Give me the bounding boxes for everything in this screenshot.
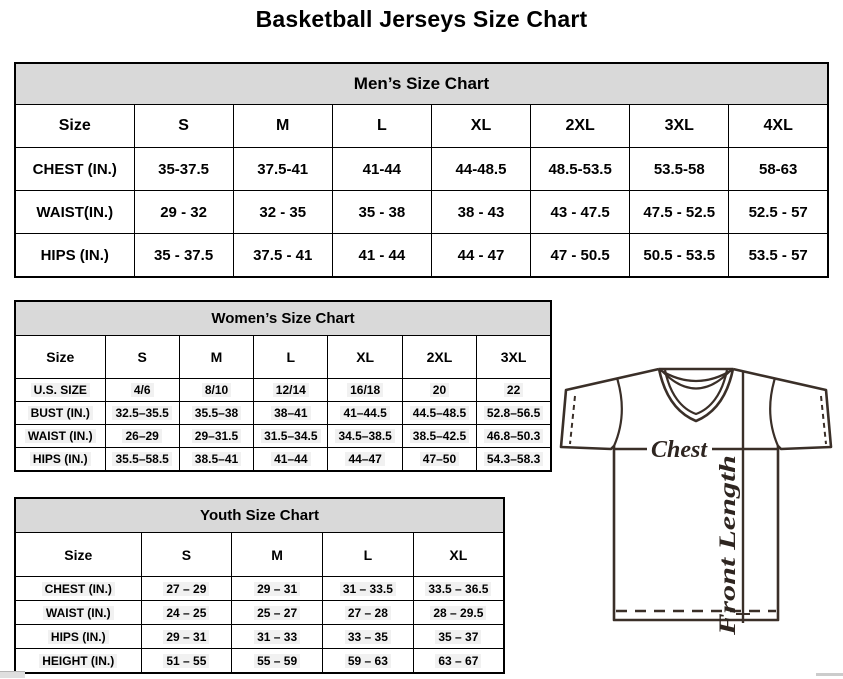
table-cell: 29 – 31 [141,625,232,649]
table-cell: 47.5 - 52.5 [630,191,729,234]
table-cell: 47–50 [402,448,476,472]
table-cell: 51 – 55 [141,649,232,674]
table-row [15,105,828,148]
table-cell: 58-63 [729,148,828,191]
row-label [15,448,105,472]
table-cell: 31 – 33.5 [323,577,414,601]
row-label [15,425,105,448]
table-cell: 22 [477,379,551,402]
table-cell: 35 – 37 [413,625,504,649]
table-cell: 20 [402,379,476,402]
column-header: XL [328,336,402,379]
table-row [15,234,828,278]
column-header-size: Size [15,105,134,148]
table-cell: 35 - 38 [332,191,431,234]
table-cell: 34.5–38.5 [328,425,402,448]
column-header: XL [413,533,504,577]
column-header: 3XL [630,105,729,148]
column-header: 2XL [402,336,476,379]
table-cell: 33 – 35 [323,625,414,649]
table-cell: 37.5 - 41 [233,234,332,278]
table-row [15,301,551,336]
table-cell: 31 – 33 [232,625,323,649]
row-label-text: HEIGHT (IN.) [39,654,117,668]
horizontal-scrollbar-fragment-left[interactable] [0,671,25,678]
table-cell: 33.5 – 36.5 [413,577,504,601]
table-cell: 50.5 - 53.5 [630,234,729,278]
column-header: L [323,533,414,577]
table-row [15,425,551,448]
table-cell: 29–31.5 [179,425,253,448]
row-label [15,625,141,649]
table-cell: 28 – 29.5 [413,601,504,625]
horizontal-scrollbar-fragment-right[interactable] [816,673,843,676]
table-cell: 38–41 [254,402,328,425]
womens-chart-title: Women’s Size Chart [15,301,551,336]
column-header: S [134,105,233,148]
table-cell: 41 - 44 [332,234,431,278]
table-cell: 37.5-41 [233,148,332,191]
row-label: HIPS (IN.) [15,234,134,278]
table-cell: 38.5–42.5 [402,425,476,448]
table-cell: 38.5–41 [179,448,253,472]
row-label [15,601,141,625]
column-header: S [105,336,179,379]
row-label-text: CHEST (IN.) [42,582,115,596]
row-label [15,402,105,425]
column-header: M [179,336,253,379]
table-cell: 52.5 - 57 [729,191,828,234]
table-cell: 38 - 43 [431,191,530,234]
table-cell: 44-48.5 [431,148,530,191]
row-label: WAIST(IN.) [15,191,134,234]
column-header: 4XL [729,105,828,148]
table-cell: 41–44 [254,448,328,472]
table-cell: 27 – 28 [323,601,414,625]
table-cell: 53.5-58 [630,148,729,191]
youth-chart-title: Youth Size Chart [15,498,504,533]
table-row [15,533,504,577]
table-cell: 59 – 63 [323,649,414,674]
table-cell: 53.5 - 57 [729,234,828,278]
table-cell: 48.5-53.5 [531,148,630,191]
youth-size-chart [14,497,505,674]
column-header: L [332,105,431,148]
table-row [15,379,551,402]
column-header: M [232,533,323,577]
jersey-diagram [556,352,840,672]
page-title: Basketball Jerseys Size Chart [255,6,588,32]
row-label [15,649,141,674]
table-cell: 35.5–58.5 [105,448,179,472]
table-cell: 47 - 50.5 [531,234,630,278]
chest-label: Chest [650,437,708,463]
table-cell: 24 – 25 [141,601,232,625]
row-label [15,577,141,601]
table-cell: 4/6 [105,379,179,402]
table-cell: 25 – 27 [232,601,323,625]
cuff-dash-left [570,396,575,444]
table-row [15,577,504,601]
table-cell: 35.5–38 [179,402,253,425]
table-row [15,402,551,425]
armhole-seam-left [614,378,622,446]
table-row [15,625,504,649]
table-cell: 41-44 [332,148,431,191]
mens-chart-title: Men’s Size Chart [15,63,828,105]
table-cell: 16/18 [328,379,402,402]
table-cell: 12/14 [254,379,328,402]
table-cell: 27 – 29 [141,577,232,601]
row-label-text: HIPS (IN.) [48,630,109,644]
cuff-dash-right [821,396,826,444]
table-cell: 35-37.5 [134,148,233,191]
column-header: S [141,533,232,577]
table-row [15,191,828,234]
row-label-text: WAIST (IN.) [43,606,114,620]
table-cell: 44–47 [328,448,402,472]
row-label-text: HIPS (IN.) [30,452,91,466]
table-cell: 54.3–58.3 [477,448,551,472]
row-label-text: BUST (IN.) [28,406,93,420]
table-cell: 44.5–48.5 [402,402,476,425]
table-row [15,63,828,105]
table-cell: 29 - 32 [134,191,233,234]
column-header: M [233,105,332,148]
table-cell: 26–29 [105,425,179,448]
table-cell: 63 – 67 [413,649,504,674]
table-cell: 29 – 31 [232,577,323,601]
table-cell: 46.8–50.3 [477,425,551,448]
column-header: 3XL [477,336,551,379]
column-header-size: Size [15,336,105,379]
column-header: XL [431,105,530,148]
table-cell: 31.5–34.5 [254,425,328,448]
table-row [15,649,504,674]
column-header: 2XL [531,105,630,148]
table-row [15,336,551,379]
table-cell: 32 - 35 [233,191,332,234]
womens-size-chart [14,300,552,472]
column-header: L [254,336,328,379]
table-row [15,498,504,533]
table-cell: 8/10 [179,379,253,402]
armhole-seam-right [770,378,778,446]
row-label [15,379,105,402]
table-cell: 43 - 47.5 [531,191,630,234]
jersey-outline [561,369,831,620]
table-cell: 52.8–56.5 [477,402,551,425]
row-label-text: U.S. SIZE [31,383,90,397]
table-cell: 32.5–35.5 [105,402,179,425]
table-cell: 41–44.5 [328,402,402,425]
front-length-label: Front Length [715,506,740,635]
table-cell: 44 - 47 [431,234,530,278]
column-header-size: Size [15,533,141,577]
table-row [15,448,551,472]
row-label: CHEST (IN.) [15,148,134,191]
table-cell: 35 - 37.5 [134,234,233,278]
table-row [15,148,828,191]
row-label-text: WAIST (IN.) [25,429,96,443]
mens-size-chart [14,62,829,278]
table-row [15,601,504,625]
table-cell: 55 – 59 [232,649,323,674]
